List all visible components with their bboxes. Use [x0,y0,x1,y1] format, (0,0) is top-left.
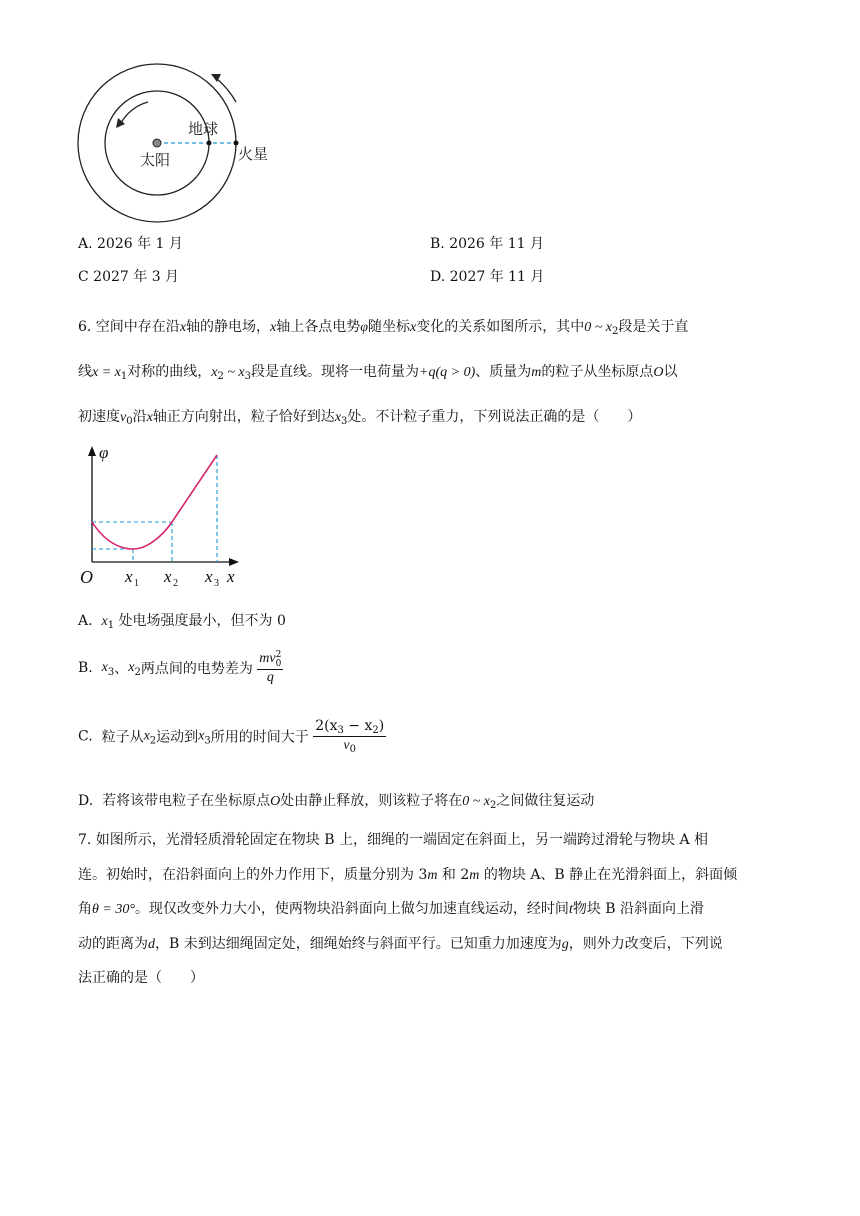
time-fraction: $\frac{2(x_3 - x_2)}{v_0}$ [315,718,385,755]
q6-option-d[interactable]: D. 若将该带电粒子在坐标原点O处由静止释放，则该粒子将在0 ~ $x_2$之间做往复运动 [78,793,595,811]
tick-label-x3 [204,567,219,589]
phi-axis-label: φ [99,443,109,462]
sun-label: 太阳 [140,151,171,169]
q5-option-a[interactable]: A. 2026 年 1 月 [78,236,183,252]
svg-text:3: 3 [214,578,219,589]
q6-option-c[interactable]: C. 粒子从$x_2$运动到$x_3$所用的时间大于 $\frac{2(x_3 - x_2)}{v_0}$ [78,718,385,755]
q6-stem-line-2: 线$x = x_1$对称的曲线，$x_2$ ~ $x_3$段是直线。现将一电荷量为+q(q > 0)、质量为m的粒子从坐标原点O以 [78,364,678,382]
svg-text:x: x [164,567,172,586]
origin-label: O [80,567,93,587]
mars-direction-arrow [216,78,236,102]
q7-stem-line-2: 连。初始时，在沿斜面向上的外力作用下，质量分别为 3m 和 2m 的物块 A、B 静止在光滑斜面上，斜面倾 [78,867,738,883]
tick-label-x2 [163,567,178,589]
tick-label-x1 [124,567,139,589]
potential-curve [92,455,217,549]
svg-text:x: x [125,567,133,586]
phi-axis-arrow-icon [88,446,96,456]
q6-stem-line-3: 初速度$v_0$沿x轴正方向射出，粒子恰好到达$x_3$处。不计粒子重力，下列说法正确的是（ ） [78,409,642,427]
q6-stem-line-1: 6. 空间中存在沿x轴的静电场，x轴上各点电势φ随坐标x变化的关系如图所示，其中0 ~ $x_2$段是关于直 [78,319,689,337]
q5-option-c[interactable]: C 2027 年 3 月 [78,269,180,285]
potential-difference-fraction: mv 2 0 q [259,650,282,685]
q6-option-a[interactable]: A. $x_1$ 处电场强度最小，但不为 0 [78,613,286,631]
q6-option-b[interactable]: B. $x_3$、$x_2$两点间的电势差为 mv 2 0 q [78,650,282,685]
svg-text:1: 1 [134,578,139,589]
q7-stem-line-1: 7. 如图所示，光滑轻质滑轮固定在物块 B 上，细绳的一端固定在斜面上，另一端跨过滑轮与物块 A 相 [78,832,709,848]
q7-stem-line-3: 角θ = 30°。现仅改变外力大小，使两物块沿斜面向上做匀加速直线运动，经时间t物块 B 沿斜面向上滑 [78,901,705,917]
orbit-figure [70,60,290,230]
x-axis-arrow-icon [229,558,239,566]
q7-stem-line-4: 动的距离为d，B 未到达细绳固定处，细绳始终与斜面平行。已知重力加速度为g，则外力改变后，下列说 [78,936,723,952]
q5-option-b[interactable]: B. 2026 年 11 月 [430,236,544,252]
svg-text:x: x [205,567,213,586]
earth-dot [207,141,212,146]
earth-direction-arrow [120,102,148,125]
svg-text:2: 2 [173,578,178,589]
mars-label: 火星 [238,145,269,163]
sun-dot [153,139,161,147]
q7-stem-line-5: 法正确的是（ ） [78,970,204,986]
x-axis-label: x [227,567,235,586]
q5-option-d[interactable]: D. 2027 年 11 月 [430,269,545,285]
earth-label: 地球 [188,120,219,138]
potential-graph [75,440,255,590]
